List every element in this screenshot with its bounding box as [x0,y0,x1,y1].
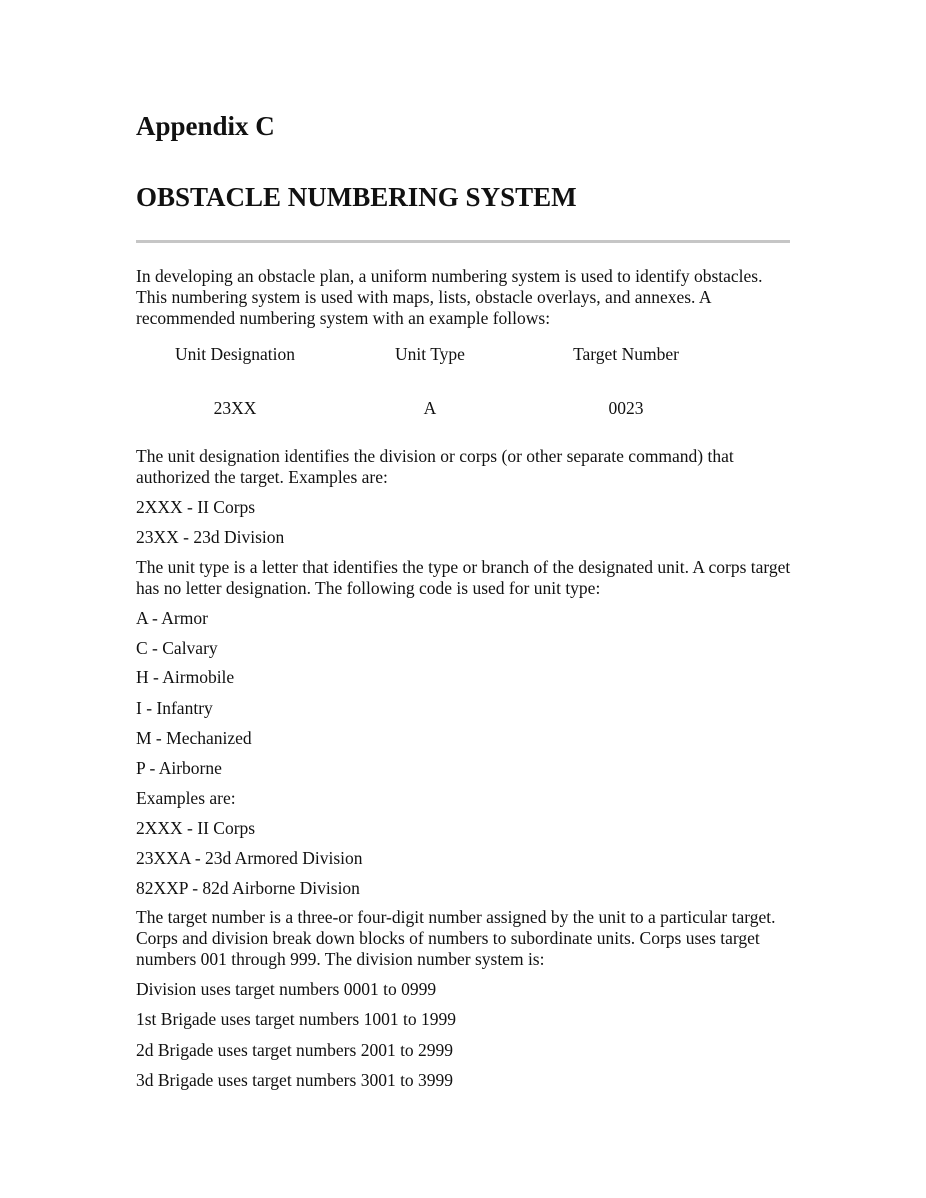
table-header-unit-designation: Unit Designation [174,344,296,364]
list-item: A - Armor [136,608,208,628]
table-header-target-number: Target Number [573,344,679,364]
list-item: I - Infantry [136,698,213,718]
list-item: H - Airmobile [136,667,235,687]
list-item: P - Airborne [136,758,222,778]
table-value-unit-type: A [423,398,437,418]
table-value-target-number: 0023 [608,398,644,418]
list-item: 2d Brigade uses target numbers 2001 to 2999 [136,1040,454,1060]
unit-type-paragraph: The unit type is a letter that identifies the type or branch of the designated unit. A corps target has no letter designation. The following code is used for unit type: [136,557,791,598]
examples-label: Examples are: [136,788,236,808]
list-item: 3d Brigade uses target numbers 3001 to 3999 [136,1070,454,1090]
list-item: 2XXX - II Corps [136,497,256,517]
list-item: Division uses target numbers 0001 to 0999 [136,979,437,999]
list-item: 1st Brigade uses target numbers 1001 to 1999 [136,1009,456,1029]
section-title: OBSTACLE NUMBERING SYSTEM [136,182,577,212]
unit-designation-paragraph: The unit designation identifies the division or corps (or other separate command) that authorized the target. Examples are: [136,446,734,487]
list-item: 82XXP - 82d Airborne Division [136,878,360,898]
list-item: M - Mechanized [136,728,252,748]
list-item: 23XX - 23d Division [136,527,285,547]
table-value-unit-designation: 23XX [213,398,257,418]
list-item: C - Calvary [136,638,218,658]
list-item: 23XXA - 23d Armored Division [136,848,363,868]
horizontal-rule [136,240,790,243]
target-number-paragraph: The target number is a three-or four-digit number assigned by the unit to a particular target. Corps and division break down blocks of numbers to subordinate units. Corps uses target numbers 001 through 999. The division number system is: [136,907,776,969]
list-item: 2XXX - II Corps [136,818,256,838]
appendix-title: Appendix C [136,111,275,141]
intro-paragraph: In developing an obstacle plan, a uniform numbering system is used to identify obstacles. This numbering system is used with maps, lists, obstacle overlays, and annexes. A recommended numbering system with an example follows: [136,266,763,328]
table-header-unit-type: Unit Type [395,344,465,364]
